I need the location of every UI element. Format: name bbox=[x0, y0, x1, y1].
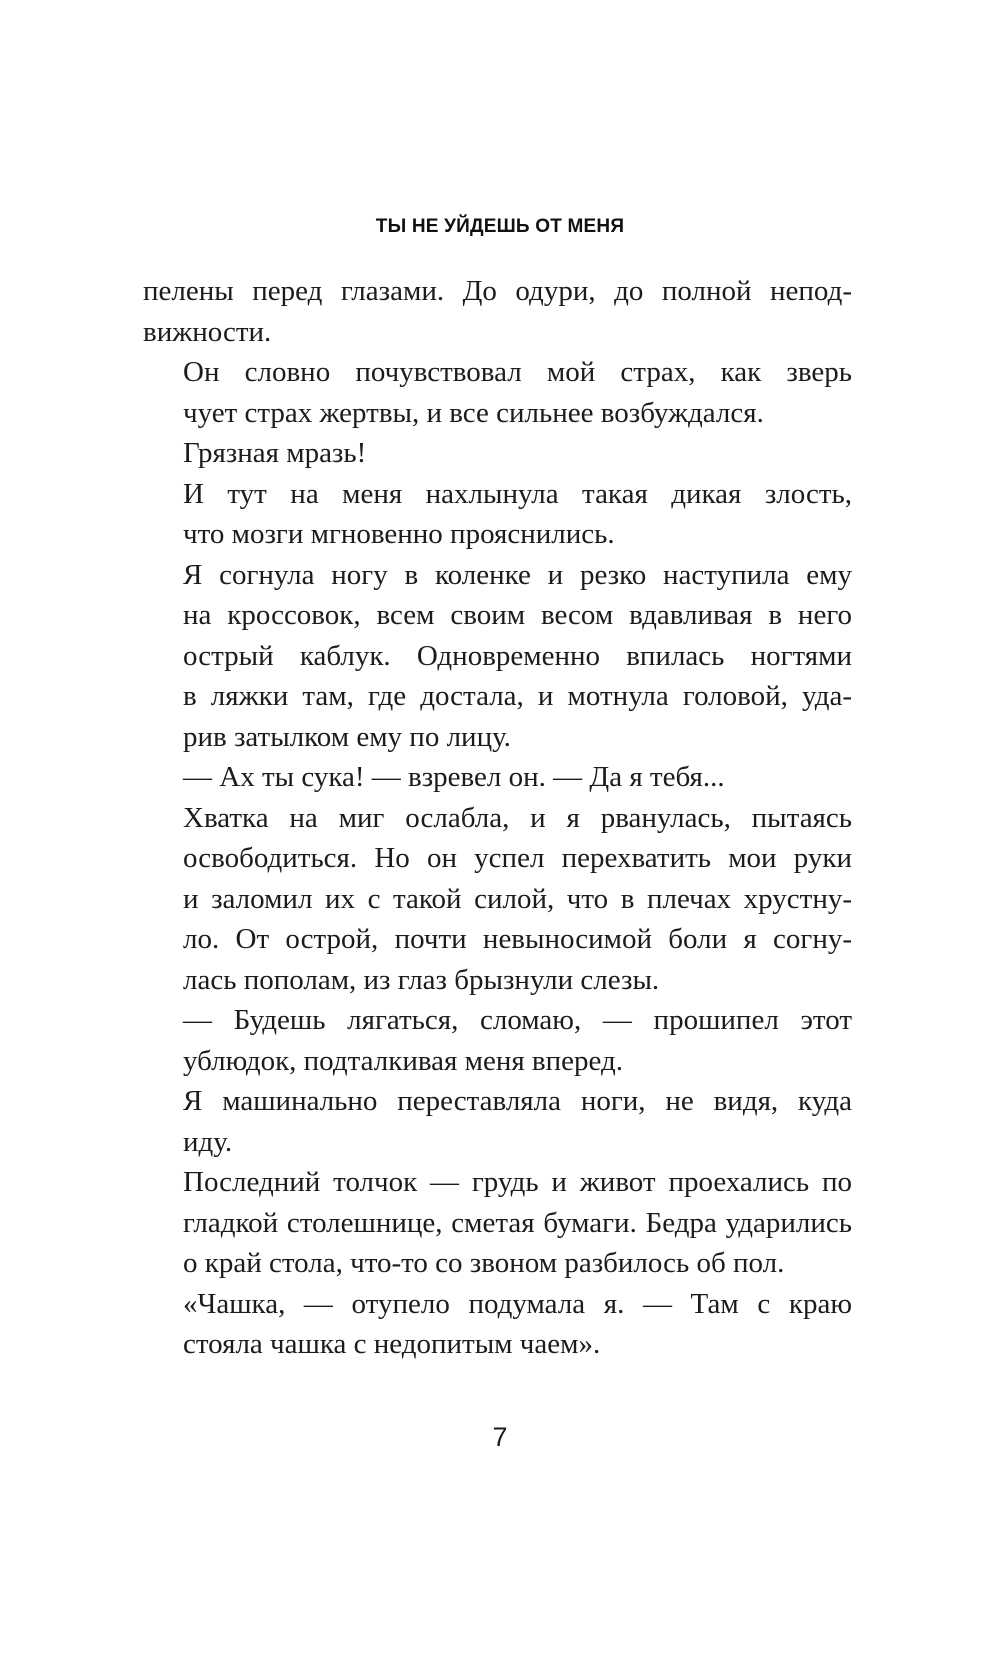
text-line: острый каблук. Одновременно впилась ногтями bbox=[183, 639, 852, 672]
text-line: что мозги мгновенно прояснились. bbox=[183, 518, 615, 550]
paragraph bbox=[143, 757, 852, 798]
text-line: И тут на меня нахлынула такая дикая злость, bbox=[183, 477, 852, 510]
text-line: Грязная мразь! bbox=[183, 437, 367, 469]
paragraph bbox=[143, 1284, 852, 1365]
text-line: гладкой столешнице, сметая бумаги. Бедра ударились bbox=[183, 1206, 852, 1239]
paragraph bbox=[143, 433, 852, 474]
text-line: рив затылком ему по лицу. bbox=[183, 720, 511, 753]
running-head: ТЫ НЕ УЙДЕШЬ ОТ МЕНЯ bbox=[375, 216, 625, 237]
text-line: Я согнула ногу в коленке и резко наступила ему bbox=[183, 558, 852, 591]
paragraph bbox=[143, 352, 852, 433]
paragraph bbox=[143, 1081, 852, 1162]
text-line: освободиться. Но он успел перехватить мои руки bbox=[183, 842, 852, 874]
text-line: пелены перед глазами. До одури, до полной непод- bbox=[143, 275, 852, 307]
text-line: лась пополам, из глаз брызнули слезы. bbox=[183, 963, 660, 996]
paragraph bbox=[143, 1000, 852, 1081]
paragraph bbox=[143, 555, 852, 758]
text-line: Хватка на миг ослабла, и я рванулась, пытаясь bbox=[183, 801, 852, 834]
text-line: Последний толчок — грудь и живот проехались по bbox=[183, 1166, 852, 1198]
text-line: — Будешь лягаться, сломаю, — прошипел этот bbox=[183, 1004, 852, 1036]
text-line: — Ах ты сука! — взревел он. — Да я тебя... bbox=[183, 761, 725, 793]
paragraph bbox=[143, 1162, 852, 1284]
text-line: стояла чашка с недопитым чаем». bbox=[183, 1328, 601, 1360]
page-number: 7 bbox=[492, 1422, 508, 1452]
body-text bbox=[143, 271, 852, 1365]
paragraph bbox=[143, 798, 852, 1001]
text-line: Он словно почувствовал мой страх, как зверь bbox=[183, 356, 852, 388]
text-line: иду. bbox=[183, 1125, 233, 1158]
text-line: и заломил их с такой силой, что в плечах хрустну- bbox=[183, 882, 852, 915]
text-line: «Чашка, — отупело подумала я. — Там с краю bbox=[183, 1287, 852, 1320]
text-line: ло. От острой, почти невыносимой боли я согну- bbox=[183, 923, 852, 955]
text-line: на кроссовок, всем своим весом вдавливая в него bbox=[183, 599, 852, 631]
text-line: Я машинально переставляла ноги, не видя, куда bbox=[183, 1085, 852, 1117]
text-line: чует страх жертвы, и все сильнее возбуждался. bbox=[183, 396, 764, 429]
text-line: вижности. bbox=[143, 315, 272, 348]
paragraph bbox=[143, 271, 852, 352]
text-line: ублюдок, подталкивая меня вперед. bbox=[183, 1044, 624, 1077]
text-line: в ляжки там, где достала, и мотнула головой, уда- bbox=[183, 680, 852, 712]
text-line: о край стола, что-то со звоном разбилось об пол. bbox=[183, 1247, 785, 1279]
paragraph bbox=[143, 474, 852, 555]
